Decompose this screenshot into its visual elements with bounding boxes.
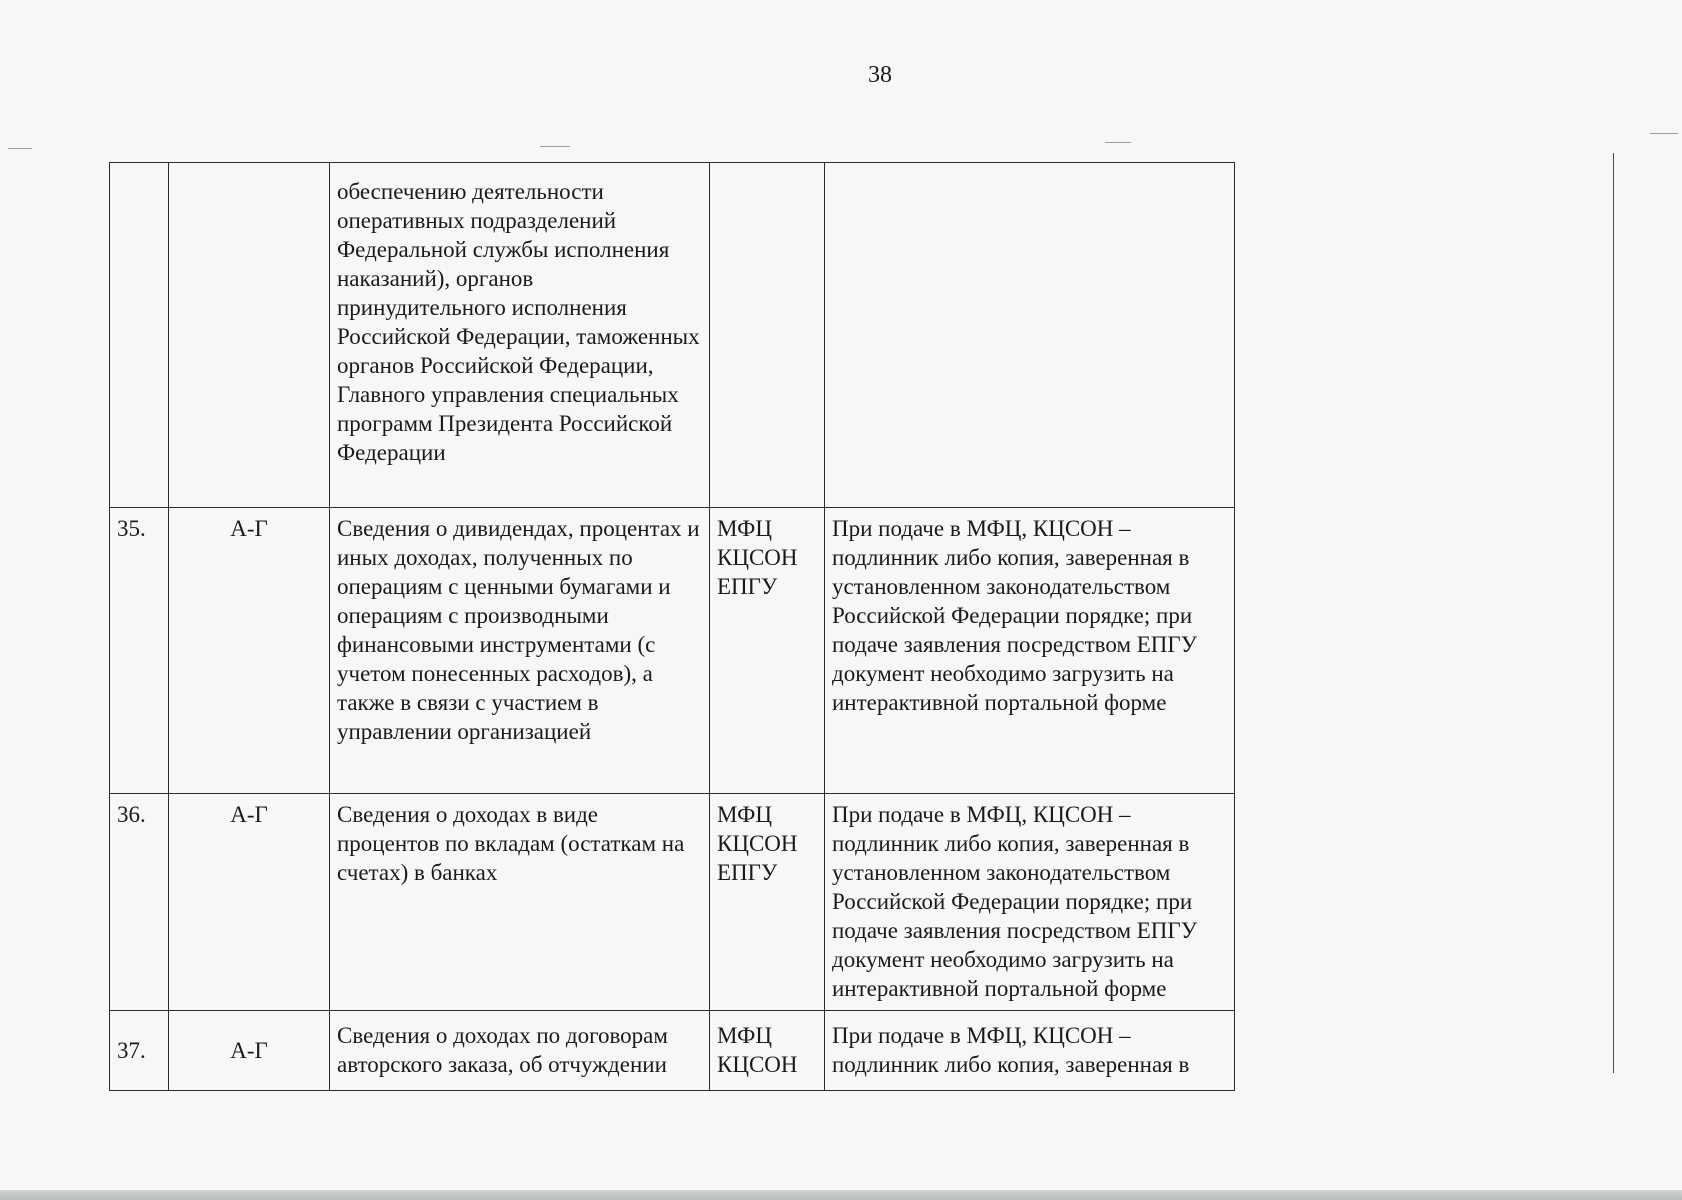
document-form-cell: При подаче в МФЦ, КЦСОН – подлинник либо копия, заверенная в	[825, 1011, 1235, 1091]
right-margin-line	[1613, 153, 1614, 1073]
document-form-cell	[825, 163, 1235, 508]
submission-place-cell	[710, 163, 825, 508]
submission-place-cell: МФЦ КЦСОН	[710, 1011, 825, 1091]
category-cell: А-Г	[169, 1011, 330, 1091]
row-number-cell: 35.	[110, 508, 169, 794]
category-cell	[169, 163, 330, 508]
table-row	[110, 794, 1235, 1011]
table-row	[110, 508, 1235, 794]
description-cell: Сведения о дивидендах, процентах и иных доходах, полученных по операциям с ценными бумагами и операциям с производными финансовыми инструментами (с учетом понесенных расходов), а также в связи с участием в управлении организацией	[330, 508, 710, 794]
row-number-cell	[110, 163, 169, 508]
document-form-cell: При подаче в МФЦ, КЦСОН – подлинник либо копия, заверенная в установленном законодательством Российской Федерации порядке; при подаче заявления посредством ЕПГУ документ необходимо загрузить на интерактивной портальной форме	[825, 508, 1235, 794]
scan-bottom-edge	[0, 1190, 1682, 1200]
submission-place-cell: МФЦ КЦСОН ЕПГУ	[710, 508, 825, 794]
scan-mark	[1105, 142, 1131, 143]
row-number-cell: 36.	[110, 794, 169, 1011]
scan-mark	[540, 146, 570, 147]
description-cell: обеспечению деятельности оперативных подразделений Федеральной службы исполнения наказаний), органов принудительного исполнения Российской Федерации, таможенных органов Российской Федерации, Главного управления специальных программ Президента Российской Федерации	[330, 163, 710, 508]
submission-place-cell: МФЦ КЦСОН ЕПГУ	[710, 794, 825, 1011]
table-row	[110, 163, 1235, 508]
scan-mark	[8, 148, 32, 149]
description-cell: Сведения о доходах в виде процентов по вкладам (остаткам на счетах) в банках	[330, 794, 710, 1011]
document-form-cell: При подаче в МФЦ, КЦСОН – подлинник либо копия, заверенная в установленном законодательством Российской Федерации порядке; при подаче заявления посредством ЕПГУ документ необходимо загрузить на интерактивной портальной форме	[825, 794, 1235, 1011]
row-number-cell: 37.	[110, 1011, 169, 1091]
table-row	[110, 1011, 1235, 1091]
category-cell: А-Г	[169, 794, 330, 1011]
scan-mark	[1650, 133, 1678, 134]
document-table	[109, 162, 1235, 1091]
category-cell: А-Г	[169, 508, 330, 794]
page-number: 38	[868, 62, 892, 88]
description-cell: Сведения о доходах по договорам авторского заказа, об отчуждении	[330, 1011, 710, 1091]
